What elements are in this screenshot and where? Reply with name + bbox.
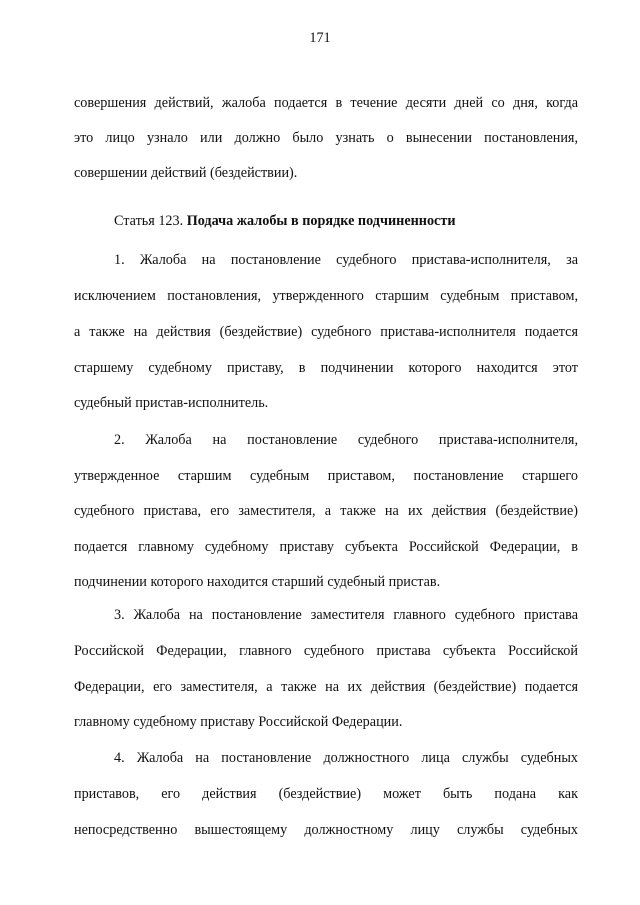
paragraph-1-line-1: 1. Жалоба на постановление судебного пристава-исполнителя, за: [114, 252, 578, 268]
article-heading: [114, 211, 456, 231]
paragraph-3-line-1: 3. Жалоба на постановление заместителя главного судебного пристава: [114, 607, 578, 623]
intro-line-3: совершении действий (бездействии).: [74, 165, 298, 181]
paragraph-3-line-4: главному судебному приставу Российской Федерации.: [74, 714, 403, 730]
paragraph-2-line-2: утвержденное старшим судебным приставом, постановление старшего: [74, 468, 578, 484]
intro-line-2: это лицо узнало или должно было узнать о вынесении постановления,: [74, 130, 578, 146]
page-number: 171: [309, 30, 331, 46]
paragraph-1-line-5: судебный пристав-исполнитель.: [74, 395, 269, 411]
paragraph-3-line-2: Российской Федерации, главного судебного пристава субъекта Российской: [74, 643, 578, 659]
paragraph-3-line-3: Федерации, его заместителя, а также на их действия (бездействие) подается: [74, 679, 578, 695]
paragraph-1-line-2: исключением постановления, утвержденного старшим судебным приставом,: [74, 288, 578, 304]
intro-line-1: совершения действий, жалоба подается в течение десяти дней со дня, когда: [74, 95, 578, 111]
paragraph-2-line-3: судебного пристава, его заместителя, а также на их действия (бездействие): [74, 503, 578, 519]
paragraph-2-line-1: 2. Жалоба на постановление судебного пристава-исполнителя,: [114, 432, 578, 448]
article-title: Подача жалобы в порядке подчиненности: [186, 213, 456, 229]
paragraph-2-line-5: подчинении которого находится старший судебный пристав.: [74, 574, 441, 590]
article-number: Статья 123.: [114, 213, 184, 229]
paragraph-1-line-4: старшему судебному приставу, в подчинении которого находится этот: [74, 360, 578, 376]
paragraph-4-line-2: приставов, его действия (бездействие) может быть подана как: [74, 786, 578, 802]
paragraph-4-line-1: 4. Жалоба на постановление должностного лица службы судебных: [114, 750, 578, 766]
paragraph-1-line-3: а также на действия (бездействие) судебного пристава-исполнителя подается: [74, 324, 578, 340]
paragraph-2-line-4: подается главному судебному приставу субъекта Российской Федерации, в: [74, 539, 578, 555]
paragraph-4-line-3: непосредственно вышестоящему должностному лицу службы судебных: [74, 822, 578, 838]
